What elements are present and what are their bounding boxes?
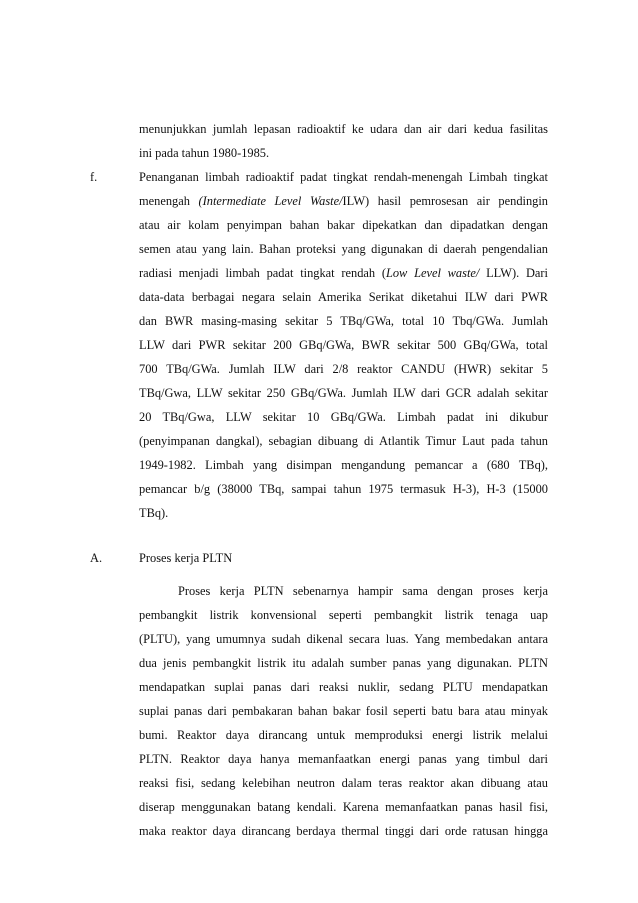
text-line: 1949-1982. Limbah yang disimpan mengandung pemancar a (680 TBq), [139, 458, 548, 472]
text-line: TBq). [139, 506, 169, 520]
text-line: suplai panas dari pembakaran bahan bakar fosil seperti batu bara atau minyak [139, 704, 548, 718]
text-line: Penanganan limbah radioaktif padat tingkat rendah-menengah Limbah tingkat [139, 170, 548, 184]
text-line: bumi. Reaktor daya dirancang untuk memproduksi energi listrik melalui [139, 728, 548, 742]
text-line: LLW dari PWR sekitar 200 GBq/GWa, BWR sekitar 500 GBq/GWa, total [139, 338, 548, 352]
text-line: maka reaktor daya dirancang berdaya thermal tinggi dari orde ratusan hingga [139, 824, 548, 838]
text-line: ini pada tahun 1980-1985. [139, 146, 270, 160]
section-heading: Proses kerja PLTN [139, 551, 233, 565]
text-line: pemancar b/g (38000 TBq, sampai tahun 1975 termasuk H-3), H-3 (15000 [139, 482, 548, 496]
text-line: Proses kerja PLTN sebenarnya hampir sama dengan proses kerja [178, 584, 548, 598]
text-line: semen atau yang lain. Bahan proteksi yang digunakan di daerah pengendalian [139, 242, 548, 256]
italic-term: (Intermediate Level Waste/ [198, 194, 343, 208]
text-line: diserap menggunakan batang kendali. Karena memanfaatkan panas hasil fisi, [139, 800, 548, 814]
text-span: radiasi menjadi limbah padat tingkat rendah ( [139, 266, 386, 280]
text-line: TBq/Gwa, LLW sekitar 250 GBq/GWa. Jumlah ILW dari GCR adalah sekitar [139, 386, 548, 400]
list-marker: f. [90, 170, 98, 184]
text-line [139, 193, 548, 209]
text-line: atau air kolam penyimpan bahan bakar dipekatkan dan dipadatkan dengan [139, 218, 548, 232]
text-line: PLTN. Reaktor daya hanya memanfaatkan energi panas yang timbul dari [139, 752, 548, 766]
text-span: LLW). Dari [479, 266, 548, 280]
text-span: ILW) hasil pemrosesan air pendingin [342, 194, 548, 208]
text-line: menunjukkan jumlah lepasan radioaktif ke udara dan air dari kedua fasilitas [139, 122, 548, 136]
text-line: 20 TBq/Gwa, LLW sekitar 10 GBq/GWa. Limbah padat ini dikubur [139, 410, 548, 424]
text-line: mendapatkan suplai panas dari reaksi nuklir, sedang PLTU mendapatkan [139, 680, 548, 694]
text-line [139, 265, 548, 281]
text-line: dua jenis pembangkit listrik itu adalah sumber panas yang digunakan. PLTN [139, 656, 548, 670]
text-line: data-data berbagai negara selain Amerika Serikat diketahui ILW dari PWR [139, 290, 548, 304]
text-span: menengah [139, 194, 190, 208]
text-line: pembangkit listrik konvensional seperti pembangkit listrik tenaga uap [139, 608, 548, 622]
text-line: reaksi fisi, sedang kelebihan neutron dalam teras reaktor akan dibuang atau [139, 776, 548, 790]
italic-term: Low Level waste/ [385, 266, 480, 280]
text-line: (penyimpanan dangkal), sebagian dibuang di Atlantik Timur Laut pada tahun [139, 434, 548, 448]
text-line: (PLTU), yang umumnya sudah dikenal secara luas. Yang membedakan antara [139, 632, 548, 646]
section-marker: A. [90, 551, 103, 565]
text-line: 700 TBq/GWa. Jumlah ILW dari 2/8 reaktor CANDU (HWR) sekitar 5 [139, 362, 548, 376]
text-line: dan BWR masing-masing sekitar 5 TBq/GWa, total 10 Tbq/GWa. Jumlah [139, 314, 548, 328]
